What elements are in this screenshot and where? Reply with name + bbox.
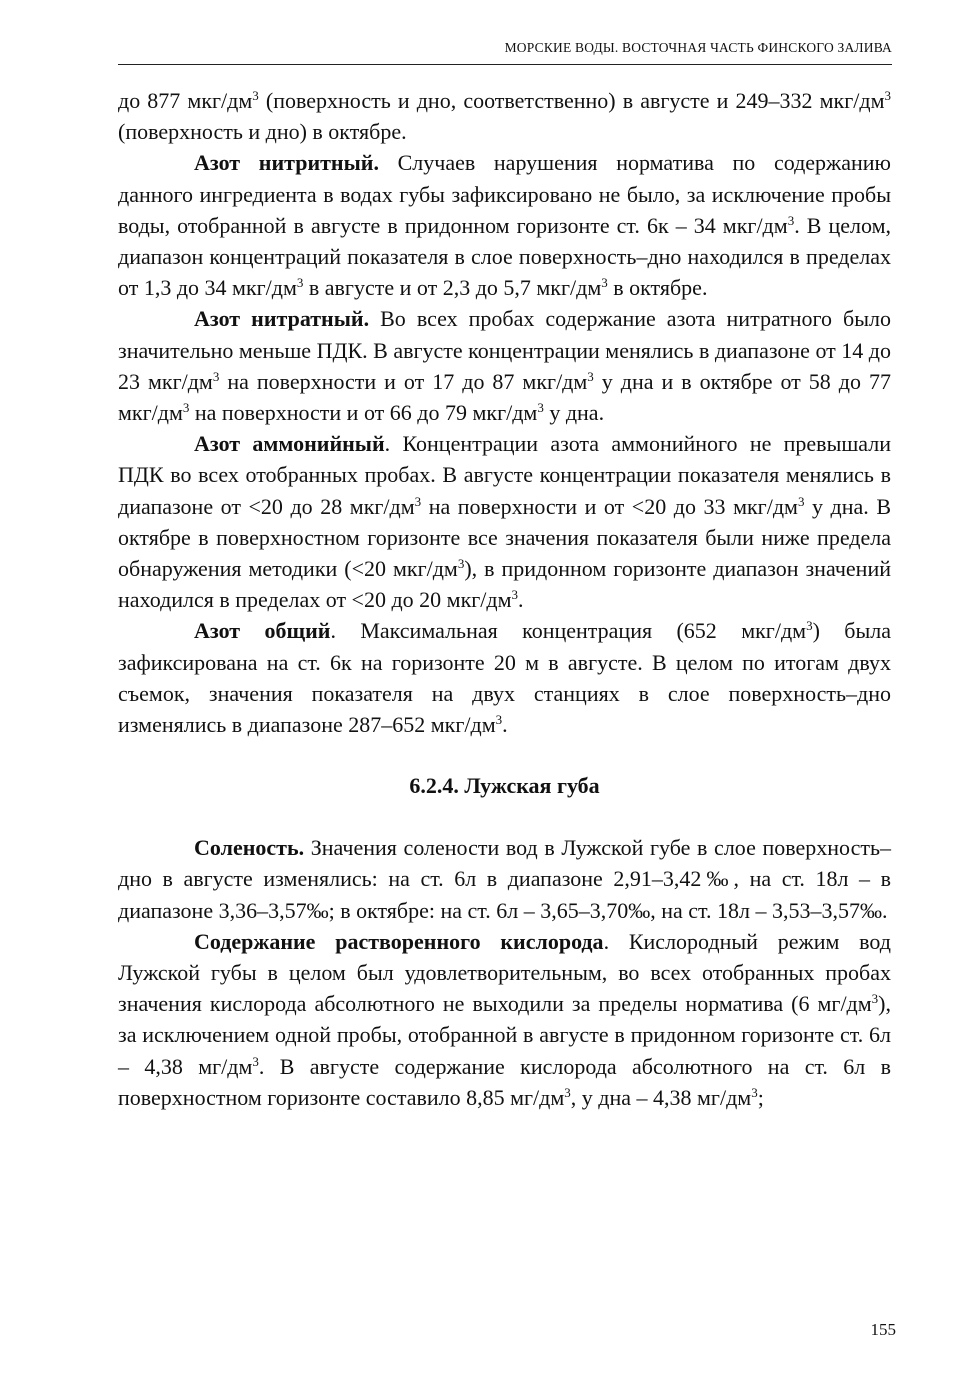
text-run: . (502, 712, 508, 738)
superscript: 3 (787, 212, 795, 228)
superscript: 3 (252, 88, 259, 103)
text-run: на поверхности и от 17 до 87 мкг/дм (219, 368, 588, 394)
text-run: ), в придонном горизонте диапазон значений находился в пределах от <20 до 20 мкг/дм (118, 556, 891, 613)
superscript: 3 (751, 1084, 758, 1100)
superscript: 3 (601, 275, 608, 291)
text-run: у дна. (543, 400, 605, 426)
superscript: 3 (252, 1053, 259, 1069)
text-run: Случаев нарушения норматива по содержанию данного ингредиента в водах губы зафиксировано не было, за исключение пробы воды, отобранной в августе в придонном горизонте ст. 6к – 34 мкг/дм (118, 150, 891, 238)
paragraph-nitrate (118, 303, 891, 428)
superscript: 3 (457, 556, 465, 572)
text-run: Значения солености вод в Лужской губе в слое поверхность–дно в августе изменялись: на ст. 6л в диапазоне 2,91–3,42‰, на ст. 18л – в диапазоне 3,36–3,57‰; в октябре: на ст. 6л – 3,65–3,70‰, на ст. 18л – 3,53–3,57‰. (118, 835, 891, 923)
text-run: ) была зафиксирована на ст. 6к на горизонте 20 м в августе. В целом по итогам двух съемок, значения показателя на двух станциях в слое поверхность–дно изменялись в диапазоне 287–652 мкг/дм (118, 618, 891, 738)
superscript: 3 (537, 400, 544, 416)
text-run: ), за исключением одной пробы, отобранной в августе в придонном горизонте ст. 6л – 4,38 мг/дм (118, 991, 891, 1079)
text-run: на поверхности и от 66 до 79 мкг/дм (189, 400, 538, 426)
paragraph-title: Азот нитритный. (194, 150, 379, 176)
superscript: 3 (296, 275, 304, 291)
paragraph-salinity (118, 832, 891, 926)
body-text (118, 85, 891, 1113)
paragraph-title: Азот нитратный. (194, 306, 370, 332)
text-run: . Кислородный режим вод Лужской губы в целом был удовлетворительным, во всех отобранных пробах значения кислорода абсолютного не выходили за пределы норматива (6 мг/дм (118, 928, 891, 1017)
text-run: , у дна – 4,38 мг/дм (570, 1084, 752, 1110)
text-run: . В августе содержание кислорода абсолютного на ст. 6л в поверхностном горизонте составило 8,85 мг/дм (118, 1053, 891, 1110)
superscript: 3 (182, 400, 190, 416)
text-run: Во всех пробах содержание азота нитратного было значительно меньше ПДК. В августе концентрации менялись в диапазоне от 14 до 23 мкг/дм (118, 306, 892, 394)
text-run: . В целом, диапазон концентраций показателя в слое поверхность–дно находился в пределах от 1,3 до 34 мкг/дм (118, 212, 892, 301)
text-run: в августе и от 2,3 до 5,7 мкг/дм (303, 275, 602, 301)
superscript: 3 (871, 991, 879, 1007)
text-run: до 877 мкг/дм (118, 88, 253, 113)
text-run: на поверхности и от <20 до 33 мкг/дм (421, 493, 798, 519)
text-run: (поверхность и дно, соответственно) в августе и 249–332 мкг/дм (258, 88, 885, 113)
superscript: 3 (511, 587, 519, 603)
superscript: 3 (587, 368, 594, 384)
paragraph-title: Азот общий (194, 618, 331, 644)
text-run: . Концентрации азота аммонийного не превышали ПДК во всех отобранных пробах. В августе концентрации показателя менялись в диапазоне от <20 до 28 мкг/дм (118, 431, 892, 519)
superscript: 3 (495, 712, 503, 728)
text-run: . Максимальная концентрация (652 мкг/дм (330, 618, 807, 644)
paragraph-title: Содержание растворенного кислорода (194, 928, 604, 954)
paragraph-continuation (118, 85, 891, 147)
text-run: (поверхность и дно) в октябре. (118, 119, 407, 145)
superscript: 3 (806, 618, 813, 634)
paragraph-oxygen (118, 926, 891, 1113)
text-run: ; (757, 1084, 764, 1110)
superscript: 3 (564, 1084, 571, 1100)
page-number: 155 (870, 1320, 896, 1339)
superscript: 3 (414, 493, 422, 509)
paragraph-total-nitrogen (118, 615, 891, 740)
text-run: у дна. В октябре в поверхностном горизонте все значения показателя были ниже предела обнаружения методики (<20 мкг/дм (118, 493, 892, 582)
text-run: в октябре. (607, 275, 708, 301)
running-header: МОРСКИЕ ВОДЫ. ВОСТОЧНАЯ ЧАСТЬ ФИНСКОГО ЗАЛИВА (118, 40, 892, 65)
superscript: 3 (212, 368, 220, 384)
paragraph-title: Азот аммонийный (194, 431, 385, 457)
superscript: 3 (797, 493, 805, 509)
paragraph-title: Соленость. (194, 835, 305, 861)
superscript: 3 (884, 88, 891, 103)
text-run: у дна и в октябре от 58 до 77 мкг/дм (118, 368, 891, 426)
paragraph-ammonium (118, 428, 891, 615)
text-run: . (518, 587, 524, 613)
paragraph-nitrite (118, 147, 891, 303)
section-heading: 6.2.4. Лужская губа (409, 773, 600, 799)
